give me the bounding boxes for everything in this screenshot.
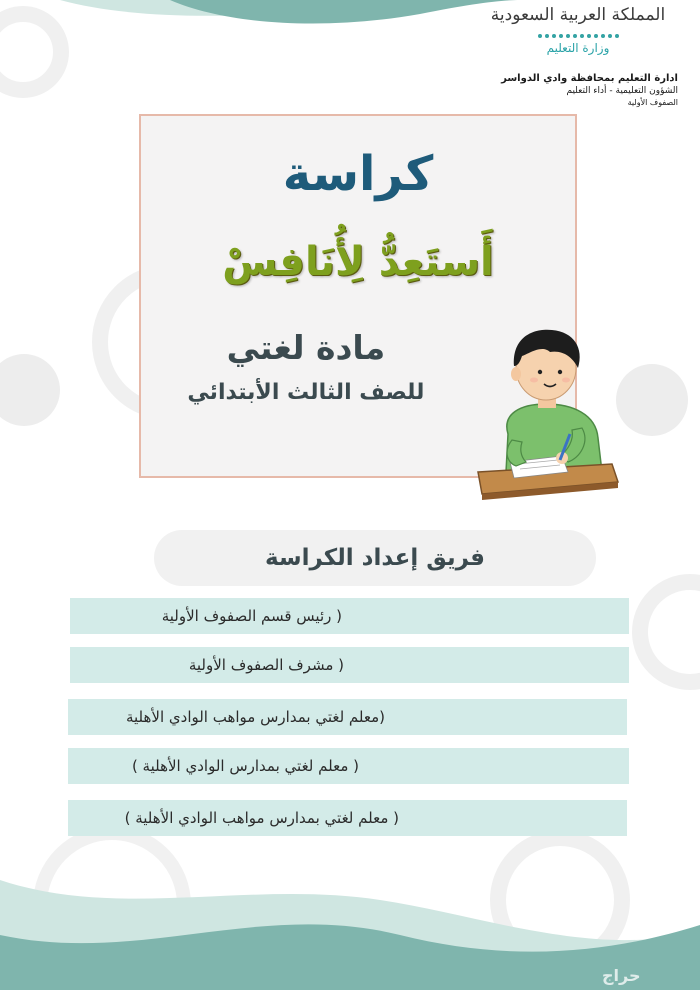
team-row-5 xyxy=(68,800,627,836)
team-row-3 xyxy=(68,699,627,735)
admin-line-2: الشؤون التعليمية - أداء التعليم xyxy=(566,86,678,96)
cover-title: كراسة xyxy=(282,146,434,202)
cover-subtitle: أَستَعِدُّ لِأُنَافِسْ xyxy=(222,239,494,285)
header xyxy=(478,4,678,56)
student-writing-illustration xyxy=(472,322,622,504)
grade-level: للصف الثالث الأبتدائي xyxy=(187,380,425,405)
team-row-text: ( معلم لغتي بمدارس الوادي الأهلية ) xyxy=(131,757,359,775)
team-row-2 xyxy=(70,647,629,683)
team-row-4 xyxy=(68,748,629,784)
watermark: حراج xyxy=(602,966,641,985)
ministry-name: وزارة التعليم xyxy=(546,41,610,55)
team-row-1 xyxy=(70,598,629,634)
team-row-text: ( رئيس قسم الصفوف الأولية xyxy=(161,607,342,625)
ministry-logo-icon xyxy=(478,34,678,38)
team-row-text: (معلم لغتي بمدارس مواهب الوادي الأهلية xyxy=(125,708,385,726)
admin-line-3: الصفوف الأولية xyxy=(627,98,678,107)
team-heading-pill xyxy=(154,530,596,586)
admin-line-1: ادارة التعليم بمحافظة وادي الدواسر xyxy=(501,73,678,84)
admin-info xyxy=(458,72,678,108)
subject-name: مادة لغتي xyxy=(226,328,386,367)
team-heading: فريق إعداد الكراسة xyxy=(265,545,485,571)
team-row-text: ( معلم لغتي بمدارس مواهب الوادي الأهلية ) xyxy=(124,809,399,827)
team-row-text: ( مشرف الصفوف الأولية xyxy=(188,656,344,674)
kingdom-name: المملكة العربية السعودية xyxy=(490,5,666,25)
